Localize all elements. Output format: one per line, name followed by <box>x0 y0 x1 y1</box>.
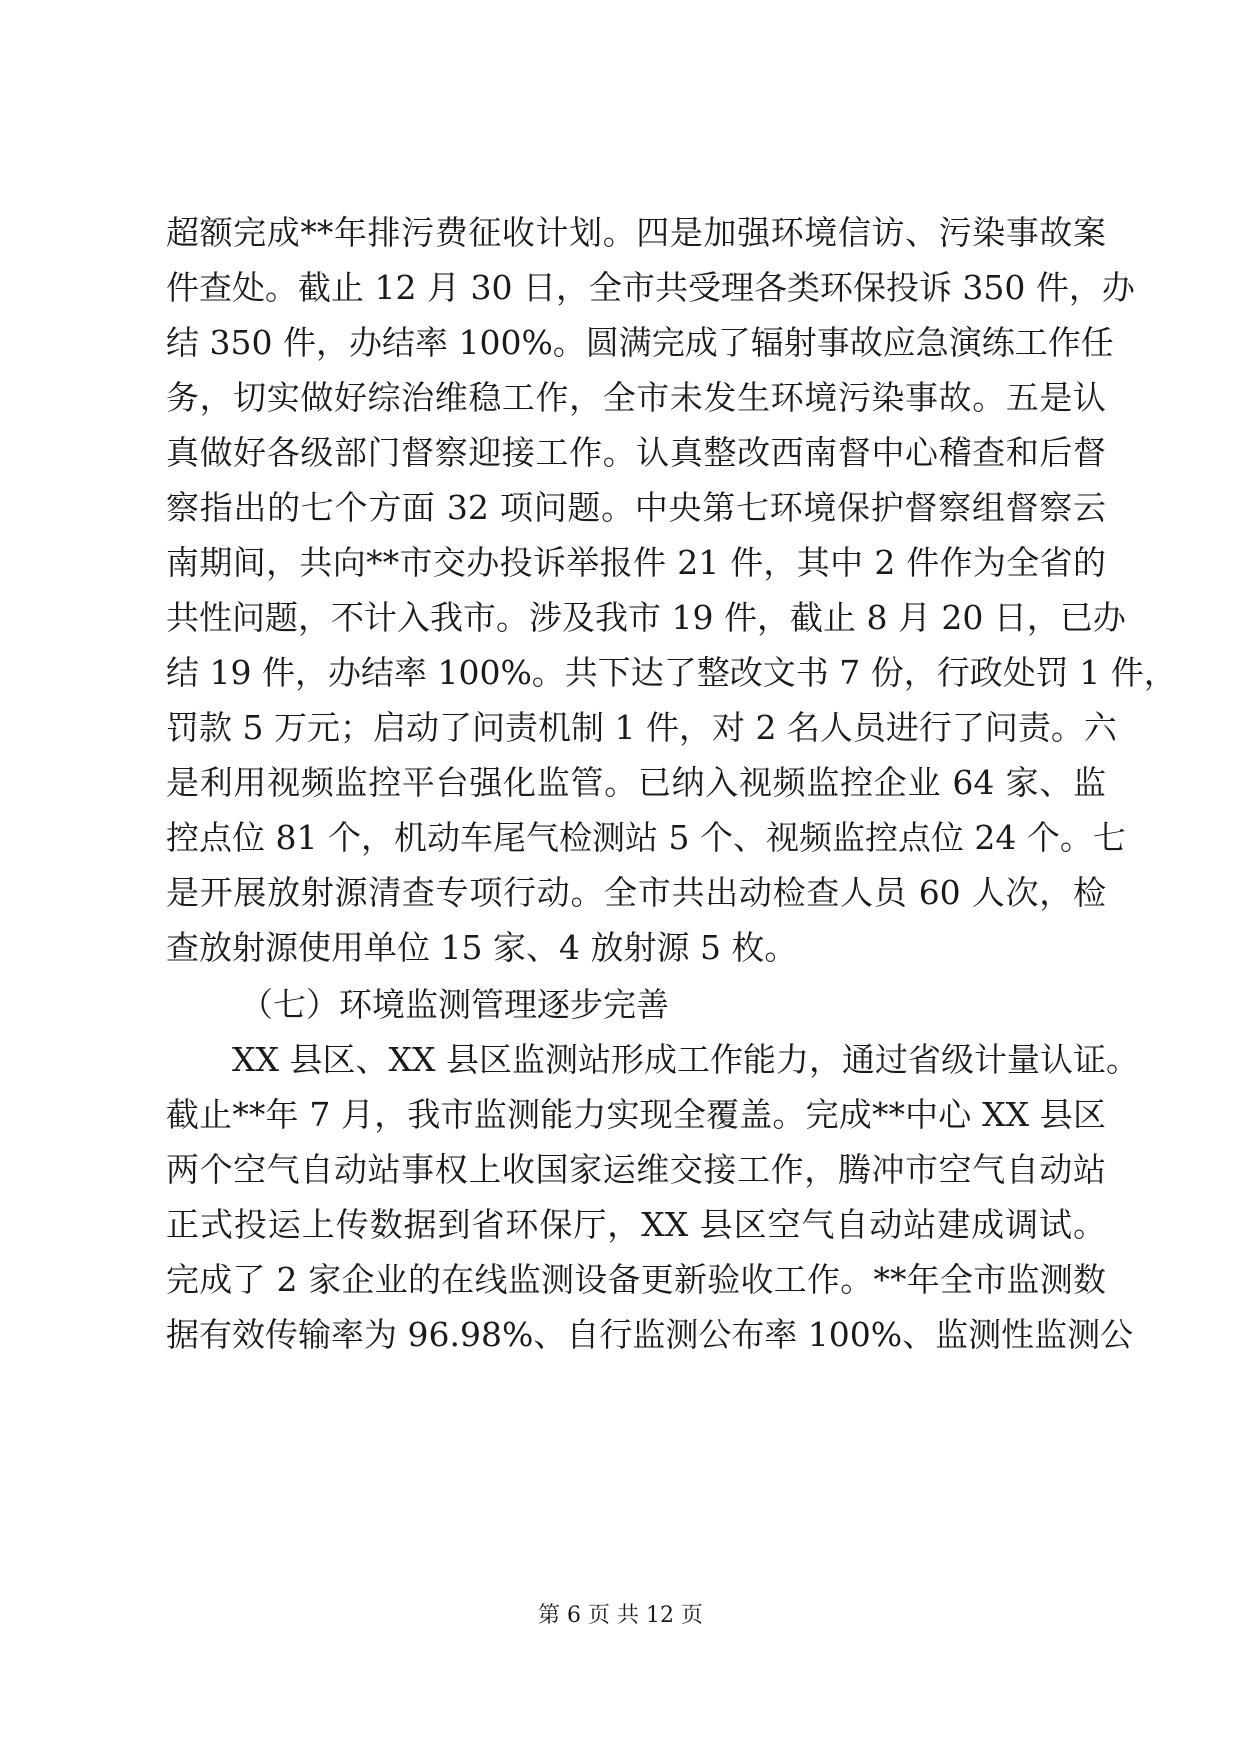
page-number-footer: 第 6 页 共 12 页 <box>538 1603 703 1628</box>
body-text-line: 截止**年 7 月，我市监测能力实现全覆盖。完成**中心 XX 县区 <box>166 1095 1106 1134</box>
body-text-line: 真做好各级部门督察迎接工作。认真整改西南督中心稽查和后督 <box>166 433 1106 472</box>
body-text-line: 结 19 件，办结率 100%。共下达了整改文书 7 份，行政处罚 1 件， <box>166 653 1177 692</box>
body-text-line: 罚款 5 万元；启动了问责机制 1 件，对 2 名人员进行了问责。六 <box>166 708 1117 747</box>
body-text-line: 结 350 件，办结率 100%。圆满完成了辐射事故应急演练工作任 <box>166 323 1114 362</box>
body-text-line: 据有效传输率为 96.98%、自行监测公布率 100%、监测性监测公 <box>166 1315 1134 1354</box>
body-text-line: 是开展放射源清查专项行动。全市共出动检查人员 60 人次，检 <box>166 873 1106 912</box>
section-heading: （七）环境监测管理逐步完善 <box>240 985 669 1024</box>
body-text-line: XX 县区、XX 县区监测站形成工作能力，通过省级计量认证。 <box>232 1040 1139 1079</box>
body-text-line: 超额完成**年排污费征收计划。四是加强环境信访、污染事故案 <box>166 213 1106 252</box>
body-text-line: 查放射源使用单位 15 家、4 放射源 5 枚。 <box>166 928 798 967</box>
body-text-line: 南期间，共向**市交办投诉举报件 21 件，其中 2 件作为全省的 <box>166 543 1106 582</box>
body-text-line: 件查处。截止 12 月 30 日，全市共受理各类环保投诉 350 件，办 <box>166 268 1135 307</box>
body-text-line: 正式投运上传数据到省环保厅，XX 县区空气自动站建成调试。 <box>166 1205 1106 1244</box>
body-text-line: 察指出的七个方面 32 项问题。中央第七环境保护督察组督察云 <box>166 488 1106 527</box>
body-text-line: 共性问题，不计入我市。涉及我市 19 件，截止 8 月 20 日，已办 <box>166 598 1126 637</box>
body-text-line: 是利用视频监控平台强化监管。已纳入视频监控企业 64 家、监 <box>166 763 1106 802</box>
body-text-line: 务，切实做好综治维稳工作，全市未发生环境污染事故。五是认 <box>166 378 1106 417</box>
body-text-line: 完成了 2 家企业的在线监测设备更新验收工作。**年全市监测数 <box>166 1260 1106 1299</box>
body-text-line: 控点位 81 个，机动车尾气检测站 5 个、视频监控点位 24 个。七 <box>166 818 1126 857</box>
body-text-line: 两个空气自动站事权上收国家运维交接工作，腾冲市空气自动站 <box>166 1150 1106 1189</box>
